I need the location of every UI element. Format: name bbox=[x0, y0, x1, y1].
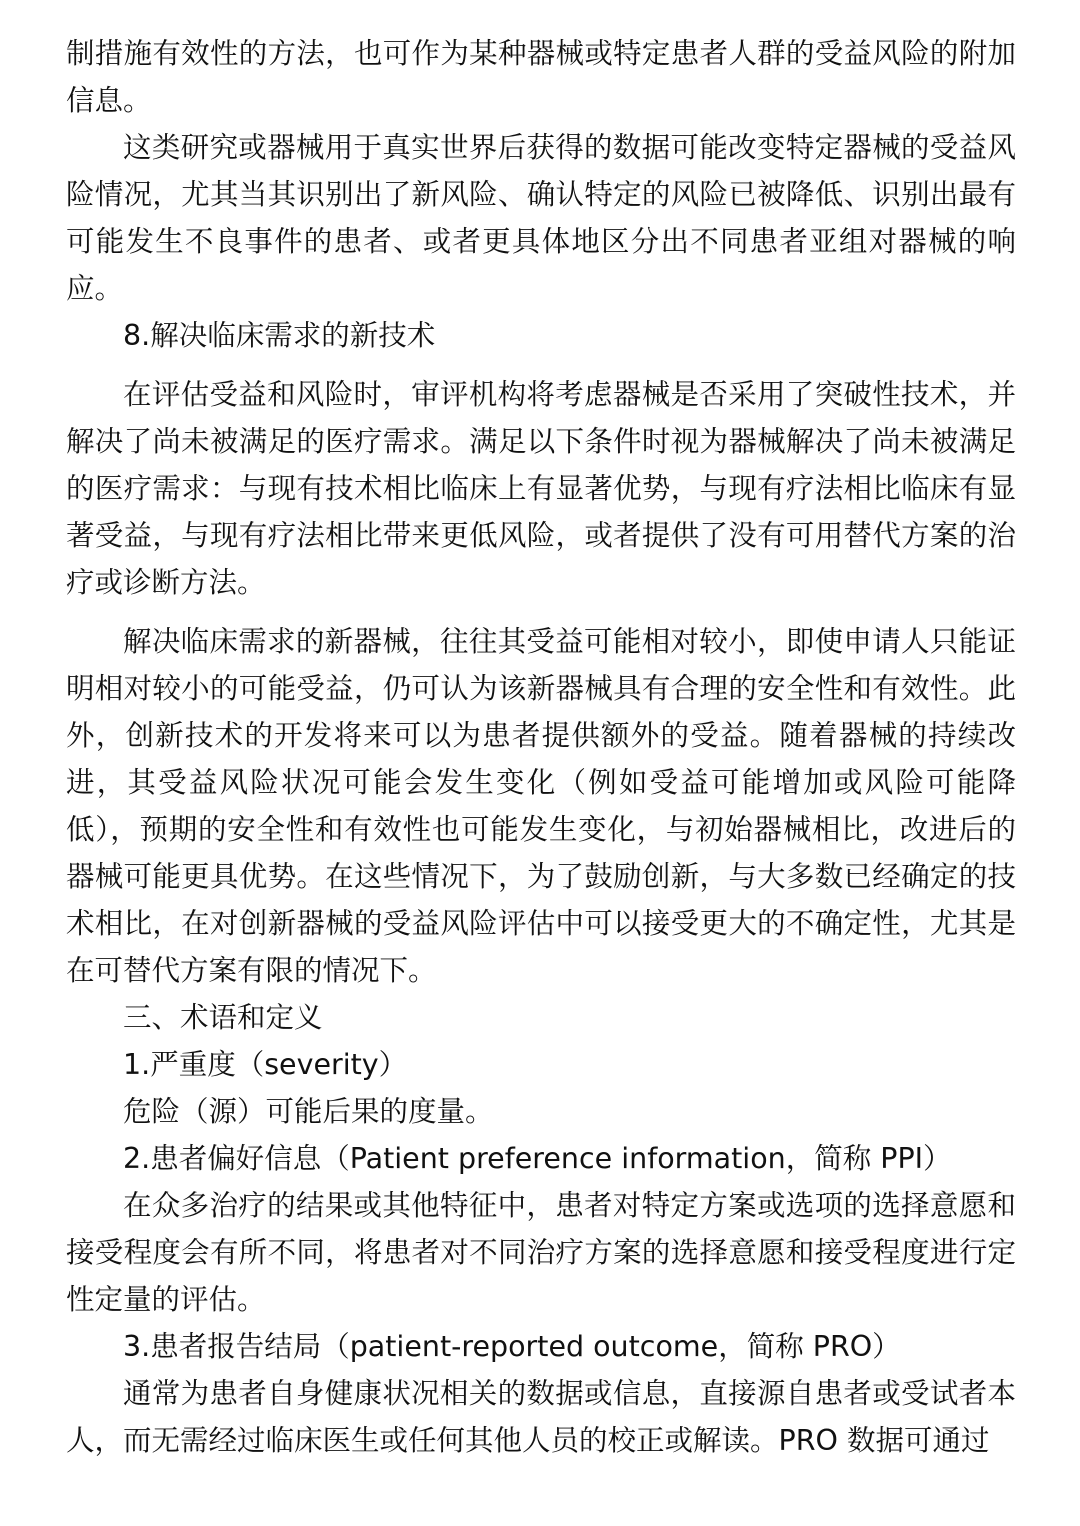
term-pro-definition: 通常为患者自身健康状况相关的数据或信息，直接源自患者或受试者本人，而无需经过临床医生或任何其他人员的校正或解读。PRO 数据可通过 bbox=[66, 1377, 1016, 1457]
section-heading-new-technology: 8.解决临床需求的新技术 bbox=[123, 319, 436, 352]
term-severity: 1.严重度（severity） bbox=[123, 1048, 408, 1081]
term-ppi-definition: 在众多治疗的结果或其他特征中，患者对特定方案或选项的选择意愿和接受程度会有所不同，将患者对不同治疗方案的选择意愿和接受程度进行定性定量的评估。 bbox=[66, 1189, 1016, 1316]
paragraph-benefit-risk-info: 制措施有效性的方法，也可作为某种器械或特定患者人群的受益风险的附加信息。 bbox=[66, 37, 1016, 117]
term-patient-reported-outcome: 3.患者报告结局（patient-reported outcome，简称 PRO） bbox=[123, 1330, 901, 1363]
document-page bbox=[66, 30, 1016, 1464]
term-severity-definition: 危险（源）可能后果的度量。 bbox=[123, 1095, 494, 1128]
paragraph-real-world-data: 这类研究或器械用于真实世界后获得的数据可能改变特定器械的受益风险情况，尤其当其识别出了新风险、确认特定的风险已被降低、识别出最有可能发生不良事件的患者、或者更具体地区分出不同患者亚组对器械的响应。 bbox=[66, 131, 1016, 305]
section-heading-terms-definitions: 三、术语和定义 bbox=[123, 1001, 323, 1034]
paragraph-breakthrough-technology: 在评估受益和风险时，审评机构将考虑器械是否采用了突破性技术，并解决了尚未被满足的医疗需求。满足以下条件时视为器械解决了尚未被满足的医疗需求：与现有技术相比临床上有显著优势，与现有疗法相比临床有显著受益，与现有疗法相比带来更低风险，或者提供了没有可用替代方案的治疗或诊断方法。 bbox=[66, 378, 1016, 599]
paragraph-innovation-uncertainty: 解决临床需求的新器械，往往其受益可能相对较小，即使申请人只能证明相对较小的可能受益，仍可认为该新器械具有合理的安全性和有效性。此外，创新技术的开发将来可以为患者提供额外的受益。随着器械的持续改进，其受益风险状况可能会发生变化（例如受益可能增加或风险可能降低），预期的安全性和有效性也可能发生变化，与初始器械相比，改进后的器械可能更具优势。在这些情况下，为了鼓励创新，与大多数已经确定的技术相比，在对创新器械的受益风险评估中可以接受更大的不确定性，尤其是在可替代方案有限的情况下。 bbox=[66, 625, 1016, 987]
term-patient-preference-information: 2.患者偏好信息（Patient preference information，简称 PPI） bbox=[123, 1142, 952, 1175]
